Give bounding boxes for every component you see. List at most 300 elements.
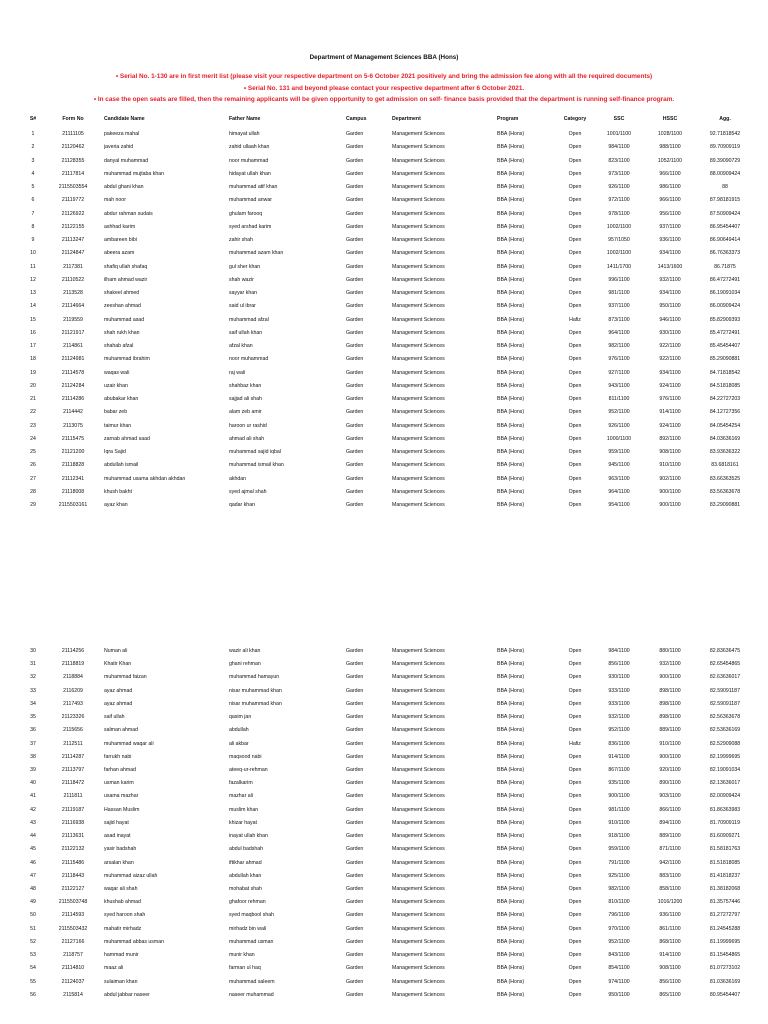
cell-hssc: 1028/1100: [657, 131, 683, 137]
cell-aggregate: 86.19091034: [709, 290, 741, 296]
cell-hssc: 880/1100: [659, 648, 681, 654]
cell-program: BBA (Hons): [497, 356, 525, 363]
table-row: [0, 315, 768, 325]
cell-candidate-name: babar zeb: [104, 409, 128, 416]
cell-campus: Garden: [346, 687, 364, 694]
cell-father-name: shahbaz khan: [229, 382, 262, 389]
cell-ssc: 811/1100: [608, 396, 630, 402]
cell-program: BBA (Hons): [497, 661, 525, 668]
cell-ssc: 930/1100: [608, 674, 630, 681]
cell-department: Management Sciences: [392, 727, 445, 734]
cell-father-name: muhammad usman: [229, 938, 274, 945]
cell-form-no: 2115503554: [58, 184, 88, 190]
cell-category: Open: [568, 793, 582, 800]
cell-father-name: nisar muhammad khan: [229, 700, 282, 707]
cell-candidate-name: abdul ghani khan: [104, 184, 144, 190]
cell-father-name: naseer muhammad: [229, 991, 274, 998]
cell-form-no: 21124284: [61, 382, 85, 389]
table-row: [0, 301, 768, 311]
cell-program: BBA (Hons): [497, 475, 525, 482]
cell-serial: 3: [31, 157, 35, 164]
cell-campus: Garden: [346, 502, 364, 508]
cell-form-no: 21114287: [61, 753, 85, 760]
cell-hssc: 890/1100: [659, 780, 681, 787]
cell-form-no: 2115503748: [58, 899, 88, 906]
cell-candidate-name: zarnab ahmad saad: [104, 435, 150, 442]
cell-ssc: 978/1100: [608, 210, 630, 217]
cell-department: Management Sciences: [392, 422, 445, 429]
cell-hssc: 898/1100: [659, 714, 681, 721]
cell-ssc: 976/1100: [608, 356, 630, 363]
cell-form-no: 2115656: [63, 727, 83, 734]
cell-form-no: 21110522: [61, 276, 85, 283]
cell-ssc: 926/1100: [608, 184, 630, 190]
table-row: [0, 169, 768, 179]
cell-father-name: khizar hayat: [229, 819, 257, 826]
header-campus: Campus: [346, 116, 367, 122]
cell-father-name: abdul badshah: [229, 846, 264, 853]
cell-serial: 15: [30, 316, 36, 323]
cell-campus: Garden: [346, 329, 364, 336]
cell-program: BBA (Hons): [497, 793, 525, 800]
cell-category: Open: [568, 303, 582, 310]
cell-category: Hafiz: [569, 316, 581, 323]
cell-category: Open: [568, 356, 582, 363]
cell-ssc: 973/1100: [608, 170, 630, 177]
cell-aggregate: 81.41818237: [709, 872, 741, 879]
cell-category: Open: [568, 912, 582, 919]
cell-aggregate: 83.29090881: [709, 502, 741, 508]
cell-serial: 16: [30, 329, 36, 336]
table-row: [0, 937, 768, 947]
table-row: [0, 871, 768, 881]
cell-candidate-name: syed haroon shah: [104, 912, 146, 919]
cell-ssc: 791/1100: [608, 859, 630, 866]
cell-serial: 48: [30, 885, 36, 892]
cell-category: Open: [568, 661, 582, 668]
cell-serial: 42: [30, 806, 36, 813]
cell-aggregate: 89.70909119: [710, 144, 740, 151]
cell-ssc: 810/1100: [608, 899, 630, 906]
table-row: [0, 725, 768, 735]
cell-candidate-name: muhammad abbas usman: [104, 938, 164, 945]
cell-serial: 53: [30, 952, 36, 959]
cell-ssc: 972/1100: [608, 197, 630, 204]
cell-category: Open: [568, 833, 582, 840]
cell-department: Management Sciences: [392, 965, 445, 972]
cell-ssc: 950/1100: [608, 991, 630, 998]
table-row: [0, 182, 768, 192]
cell-father-name: gul sher khan: [229, 263, 261, 270]
cell-aggregate: 85.82909393: [709, 316, 741, 323]
cell-department: Management Sciences: [392, 502, 445, 508]
cell-serial: 38: [30, 753, 36, 760]
cell-campus: Garden: [346, 872, 364, 879]
cell-program: BBA (Hons): [497, 700, 525, 707]
cell-father-name: ali akbar: [229, 740, 249, 747]
cell-ssc: 952/1100: [608, 409, 630, 416]
cell-father-name: muhammad sajid iqbal: [229, 449, 281, 455]
cell-form-no: 21113797: [61, 766, 85, 773]
cell-campus: Garden: [346, 753, 364, 760]
cell-hssc: 988/1100: [659, 144, 681, 151]
cell-candidate-name: shakeel ahmed: [104, 290, 140, 296]
header-father-name: Father Name: [229, 116, 261, 122]
cell-serial: 23: [30, 422, 36, 429]
cell-form-no: 21118008: [61, 488, 85, 495]
cell-aggregate: 81.38182068: [709, 885, 741, 892]
cell-hssc: 910/1100: [659, 462, 681, 469]
cell-form-no: 21121200: [61, 449, 85, 455]
cell-department: Management Sciences: [392, 237, 445, 243]
cell-candidate-name: Iqra Sajid: [104, 449, 126, 455]
cell-father-name: maqsood nabi: [229, 753, 262, 760]
cell-hssc: 865/1100: [659, 991, 681, 998]
cell-category: Open: [568, 766, 582, 773]
cell-serial: 51: [30, 925, 36, 932]
cell-campus: Garden: [346, 422, 364, 429]
cell-candidate-name: shahab afzal: [104, 343, 134, 349]
cell-campus: Garden: [346, 488, 364, 495]
cell-father-name: raj wali: [229, 369, 246, 376]
cell-campus: Garden: [346, 250, 364, 257]
cell-hssc: 922/1100: [659, 356, 681, 363]
table-row: [0, 248, 768, 258]
cell-serial: 34: [30, 700, 36, 707]
cell-ssc: 935/1100: [608, 780, 630, 787]
cell-father-name: muhammad anwar: [229, 197, 272, 204]
cell-department: Management Sciences: [392, 952, 445, 959]
cell-program: BBA (Hons): [497, 382, 525, 389]
cell-program: BBA (Hons): [497, 276, 525, 283]
cell-category: Open: [568, 872, 582, 879]
cell-ssc: 933/1100: [608, 700, 630, 707]
cell-form-no: 2119559: [63, 316, 83, 323]
cell-form-no: 21114593: [61, 912, 85, 919]
cell-campus: Garden: [346, 184, 364, 190]
cell-campus: Garden: [346, 449, 364, 455]
cell-hssc: 889/1100: [659, 727, 681, 734]
cell-program: BBA (Hons): [497, 316, 525, 323]
cell-ssc: 981/1100: [608, 290, 630, 296]
cell-program: BBA (Hons): [497, 965, 525, 972]
cell-serial: 22: [30, 409, 36, 416]
table-row: [0, 739, 768, 749]
cell-program: BBA (Hons): [497, 714, 525, 721]
cell-father-name: fazalkarim: [229, 780, 253, 787]
cell-program: BBA (Hons): [497, 144, 525, 151]
cell-department: Management Sciences: [392, 925, 445, 932]
cell-candidate-name: farhan ahmad: [104, 766, 137, 773]
cell-candidate-name: danyal muhammad: [104, 157, 149, 164]
cell-program: BBA (Hons): [497, 846, 525, 853]
cell-campus: Garden: [346, 382, 364, 389]
cell-category: Open: [568, 938, 582, 945]
cell-ssc: 959/1100: [608, 449, 630, 455]
cell-candidate-name: muhammad faizan: [104, 674, 147, 681]
cell-hssc: 910/1100: [659, 740, 681, 747]
cell-serial: 11: [30, 263, 36, 270]
cell-campus: Garden: [346, 475, 364, 482]
cell-aggregate: 87.98181915: [709, 197, 741, 204]
cell-form-no: 21114664: [61, 303, 85, 310]
cell-aggregate: 86.95454407: [709, 223, 741, 230]
cell-ssc: 982/1100: [608, 343, 630, 349]
cell-candidate-name: ayaz ahmad: [104, 687, 133, 694]
cell-ssc: 1001/1100: [606, 131, 632, 137]
cell-campus: Garden: [346, 912, 364, 919]
cell-ssc: 918/1100: [608, 833, 630, 840]
cell-campus: Garden: [346, 316, 364, 323]
cell-category: Open: [568, 806, 582, 813]
cell-department: Management Sciences: [392, 396, 445, 402]
table-row: [0, 262, 768, 272]
cell-ssc: 933/1100: [608, 687, 630, 694]
cell-hssc: 903/1100: [659, 793, 681, 800]
cell-category: Open: [568, 885, 582, 892]
cell-hssc: 902/1100: [659, 475, 681, 482]
cell-aggregate: 81.70909119: [710, 819, 740, 826]
cell-form-no: 21124037: [61, 978, 85, 985]
cell-hssc: 866/1100: [659, 806, 681, 813]
cell-department: Management Sciences: [392, 329, 445, 336]
cell-form-no: 2113528: [63, 290, 83, 296]
cell-department: Management Sciences: [392, 210, 445, 217]
cell-father-name: qasim jan: [229, 714, 252, 721]
cell-department: Management Sciences: [392, 488, 445, 495]
cell-aggregate: 82.65454865: [709, 661, 741, 668]
cell-ssc: 970/1100: [608, 925, 630, 932]
cell-candidate-name: muhammad aizaz ullah: [104, 872, 158, 879]
table-row: [0, 897, 768, 907]
cell-form-no: 2114442: [63, 409, 83, 416]
cell-program: BBA (Hons): [497, 687, 525, 694]
table-row: [0, 275, 768, 285]
cell-program: BBA (Hons): [497, 396, 525, 402]
cell-campus: Garden: [346, 965, 364, 972]
cell-campus: Garden: [346, 409, 364, 416]
cell-form-no: 2112511: [63, 740, 83, 747]
cell-candidate-name: abdur rahman sudais: [104, 210, 153, 217]
cell-department: Management Sciences: [392, 131, 445, 137]
cell-ssc: 927/1100: [608, 369, 630, 376]
cell-hssc: 986/1100: [659, 184, 681, 190]
cell-department: Management Sciences: [392, 369, 445, 376]
table-header: [0, 114, 768, 124]
cell-department: Management Sciences: [392, 290, 445, 296]
cell-candidate-name: shafiq ullah shafaq: [104, 263, 148, 270]
table-row: [0, 354, 768, 364]
cell-serial: 20: [30, 382, 36, 389]
cell-category: Open: [568, 978, 582, 985]
table-row: [0, 500, 768, 510]
cell-serial: 46: [30, 859, 36, 866]
cell-campus: Garden: [346, 859, 364, 866]
cell-hssc: 924/1100: [659, 422, 681, 429]
cell-serial: 8: [31, 223, 35, 230]
cell-father-name: noor muhammad: [229, 356, 269, 363]
table-row: [0, 844, 768, 854]
cell-serial: 33: [30, 687, 36, 694]
cell-father-name: noor muhammad: [229, 157, 269, 164]
table-row: [0, 791, 768, 801]
header-form-no: Form No: [62, 116, 84, 122]
cell-program: BBA (Hons): [497, 648, 525, 654]
cell-program: BBA (Hons): [497, 488, 525, 495]
cell-candidate-name: muhammad ibrahim: [104, 356, 150, 363]
cell-ssc: 957/1050: [608, 237, 630, 243]
cell-form-no: 2118884: [63, 674, 83, 681]
cell-aggregate: 81.03636169: [709, 978, 741, 985]
cell-candidate-name: shah rukh khan: [104, 329, 140, 336]
cell-hssc: 889/1100: [659, 833, 681, 840]
cell-ssc: 959/1100: [608, 846, 630, 853]
cell-aggregate: 84.12727356: [709, 409, 741, 416]
cell-form-no: 21126922: [61, 210, 85, 217]
cell-form-no: 2116209: [63, 687, 83, 694]
cell-serial: 36: [30, 727, 36, 734]
cell-campus: Garden: [346, 197, 364, 204]
cell-form-no: 21118819: [61, 661, 85, 668]
cell-aggregate: 83.93636322: [709, 449, 741, 455]
cell-department: Management Sciences: [392, 714, 445, 721]
header-aggregate: Agg.: [719, 116, 731, 122]
cell-category: Open: [568, 422, 582, 429]
cell-aggregate: 81.51818085: [709, 859, 741, 866]
cell-hssc: 856/1100: [659, 978, 681, 985]
cell-aggregate: 82.63636017: [709, 674, 741, 681]
table-row: [0, 950, 768, 960]
cell-father-name: farman ul haq: [229, 965, 261, 972]
cell-department: Management Sciences: [392, 303, 445, 310]
cell-form-no: 2114861: [63, 343, 83, 349]
cell-candidate-name: muhammad mujtaba khan: [104, 170, 164, 177]
cell-hssc: 966/1100: [659, 170, 681, 177]
cell-ssc: 1411/1700: [606, 263, 632, 270]
cell-aggregate: 82.59091187: [710, 700, 740, 707]
cell-father-name: zahid ullaah khan: [229, 144, 270, 151]
cell-program: BBA (Hons): [497, 435, 525, 442]
table-row: [0, 884, 768, 894]
cell-aggregate: 87.50909424: [709, 210, 741, 217]
cell-father-name: saif ullah khan: [229, 329, 263, 336]
cell-aggregate: 81.58181763: [709, 846, 741, 853]
cell-form-no: 21120462: [61, 144, 85, 151]
cell-campus: Garden: [346, 899, 364, 906]
cell-aggregate: 81.07273102: [709, 965, 741, 972]
cell-serial: 40: [30, 780, 36, 787]
cell-candidate-name: usama mazhar: [104, 793, 139, 800]
cell-hssc: 924/1100: [659, 382, 681, 389]
cell-father-name: nisar muhammad khan: [229, 687, 282, 694]
cell-program: BBA (Hons): [497, 753, 525, 760]
cell-hssc: 934/1100: [659, 250, 681, 257]
cell-serial: 54: [30, 965, 36, 972]
cell-department: Management Sciences: [392, 435, 445, 442]
cell-category: Hafiz: [569, 740, 581, 747]
notice-first-merit: • Serial No. 1-130 are in first merit list (please visit your respective department on 5-6 October 2021 positively and bring the admission fee along with all the required documents): [115, 73, 653, 80]
cell-father-name: iftikhar ahmad: [229, 859, 262, 866]
cell-department: Management Sciences: [392, 449, 445, 455]
cell-serial: 50: [30, 912, 36, 919]
cell-ssc: 996/1100: [608, 276, 630, 283]
cell-program: BBA (Hons): [497, 727, 525, 734]
cell-ssc: 952/1100: [608, 938, 630, 945]
cell-program: BBA (Hons): [497, 250, 525, 257]
cell-department: Management Sciences: [392, 912, 445, 919]
cell-ssc: 945/1100: [608, 462, 630, 469]
cell-category: Open: [568, 899, 582, 906]
cell-candidate-name: ilham ahmad wazir: [104, 276, 148, 283]
cell-serial: 41: [30, 793, 36, 800]
cell-program: BBA (Hons): [497, 885, 525, 892]
cell-category: Open: [568, 991, 582, 998]
cell-ssc: 926/1100: [608, 422, 630, 429]
table-row: [0, 924, 768, 934]
table-row: [0, 805, 768, 815]
cell-ssc: 914/1100: [608, 753, 630, 760]
cell-ssc: 974/1100: [608, 978, 630, 985]
cell-serial: 35: [30, 714, 36, 721]
cell-program: BBA (Hons): [497, 409, 525, 416]
cell-form-no: 21124981: [61, 356, 85, 363]
notice-serial-131: • Serial No. 131 and beyond please contact your respective department after 6 October 2021.: [243, 85, 525, 92]
cell-aggregate: 83.56363678: [709, 488, 741, 495]
cell-category: Open: [568, 396, 582, 402]
cell-campus: Garden: [346, 170, 364, 177]
cell-ssc: 943/1100: [608, 382, 630, 389]
cell-hssc: 892/1100: [659, 435, 681, 442]
cell-father-name: wazir ali khan: [229, 648, 261, 654]
cell-serial: 17: [30, 343, 36, 349]
cell-department: Management Sciences: [392, 462, 445, 469]
cell-hssc: 858/1100: [659, 885, 681, 892]
cell-serial: 19: [30, 369, 36, 376]
table-row: [0, 977, 768, 987]
cell-program: BBA (Hons): [497, 925, 525, 932]
cell-program: BBA (Hons): [497, 157, 525, 164]
cell-form-no: 21111105: [62, 131, 84, 137]
cell-category: Open: [568, 952, 582, 959]
cell-category: Open: [568, 687, 582, 694]
cell-serial: 10: [30, 250, 36, 257]
cell-father-name: ghafoor rehman: [229, 899, 266, 906]
cell-program: BBA (Hons): [497, 766, 525, 773]
table-row: [0, 328, 768, 338]
cell-aggregate: 81.86363983: [709, 806, 741, 813]
cell-hssc: 898/1100: [659, 700, 681, 707]
cell-form-no: 2111811: [63, 793, 83, 800]
cell-department: Management Sciences: [392, 170, 445, 177]
cell-father-name: ghani rehman: [229, 661, 261, 668]
cell-aggregate: 83.66363525: [709, 475, 741, 482]
cell-father-name: abdullah: [229, 727, 249, 734]
cell-department: Management Sciences: [392, 409, 445, 416]
cell-program: BBA (Hons): [497, 343, 525, 349]
header-ssc: SSC: [613, 116, 625, 122]
cell-program: BBA (Hons): [497, 872, 525, 879]
cell-program: BBA (Hons): [497, 197, 525, 204]
cell-aggregate: 81.15454865: [709, 952, 741, 959]
cell-program: BBA (Hons): [497, 290, 525, 296]
cell-hssc: 920/1100: [659, 766, 681, 773]
cell-father-name: said ul ibrar: [229, 303, 256, 310]
table-row: [0, 421, 768, 431]
cell-father-name: afzal khan: [229, 343, 253, 349]
cell-hssc: 908/1100: [659, 449, 681, 455]
cell-department: Management Sciences: [392, 793, 445, 800]
cell-serial: 28: [30, 488, 36, 495]
